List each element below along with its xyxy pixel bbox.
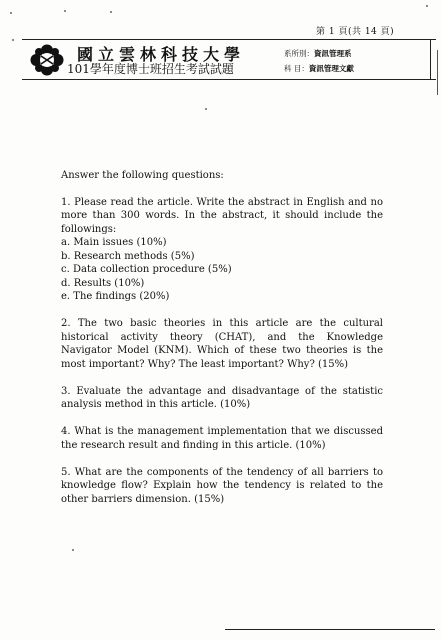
page-number: 第 1 頁(共 14 頁) <box>316 27 395 37</box>
subject-line <box>284 63 354 74</box>
subject-label: 科 目： <box>284 64 309 73</box>
question-1: 1. Please read the article. Write the abstract in English and no more than 300 words. In the abstract, it should include the followings: <box>61 196 383 235</box>
department-line <box>284 48 352 59</box>
list-item: a. Main issues (10%) <box>61 237 167 248</box>
school-name: 國立雲林科技大學 <box>77 45 246 64</box>
department-label: 系所別： <box>284 49 314 58</box>
question-2: 2. The two basic theories in this article are the cultural historical activity theory (CHAT), and the Knowledge Navigator Model (KNM). Which of these two theories is the most important? Why? The least important? Why? (15%) <box>61 318 383 370</box>
bottom-rule <box>225 629 435 630</box>
list-item: b. Research methods (5%) <box>61 250 195 262</box>
subject-value: 資訊管理文獻 <box>308 64 354 73</box>
question-3: 3. Evaluate the advantage and disadvantage of the statistic analysis method in this article. (10%) <box>61 385 383 410</box>
exam-title: 101學年度博士班招生考試試題 <box>67 62 234 76</box>
header-right-border <box>430 40 431 79</box>
question-5: 5. What are the components of the tendency of all barriers to knowledge flow? Explain how the tendency is related to the other barriers dimension. (15%) <box>61 466 383 505</box>
scan-speck <box>12 39 14 41</box>
exam-content <box>61 169 383 520</box>
question-1-items <box>61 236 383 304</box>
instruction: Answer the following questions: <box>61 170 224 181</box>
scan-speck <box>110 11 112 13</box>
university-logo-icon <box>30 44 64 76</box>
exam-header <box>22 39 436 80</box>
scan-speck <box>426 5 428 7</box>
scan-speck <box>72 549 74 551</box>
list-item: e. The findings (20%) <box>61 291 170 302</box>
list-item: c. Data collection procedure (5%) <box>61 264 232 275</box>
list-item: d. Results (10%) <box>61 277 145 289</box>
scan-speck <box>205 108 207 110</box>
scan-speck <box>64 10 66 12</box>
scan-edge-mark <box>437 50 438 95</box>
question-4: 4. What is the management implementation that we discussed the research result and finding in this article. (10%) <box>61 426 383 451</box>
department-value: 資訊管理系 <box>314 49 352 58</box>
scan-speck <box>10 12 12 14</box>
